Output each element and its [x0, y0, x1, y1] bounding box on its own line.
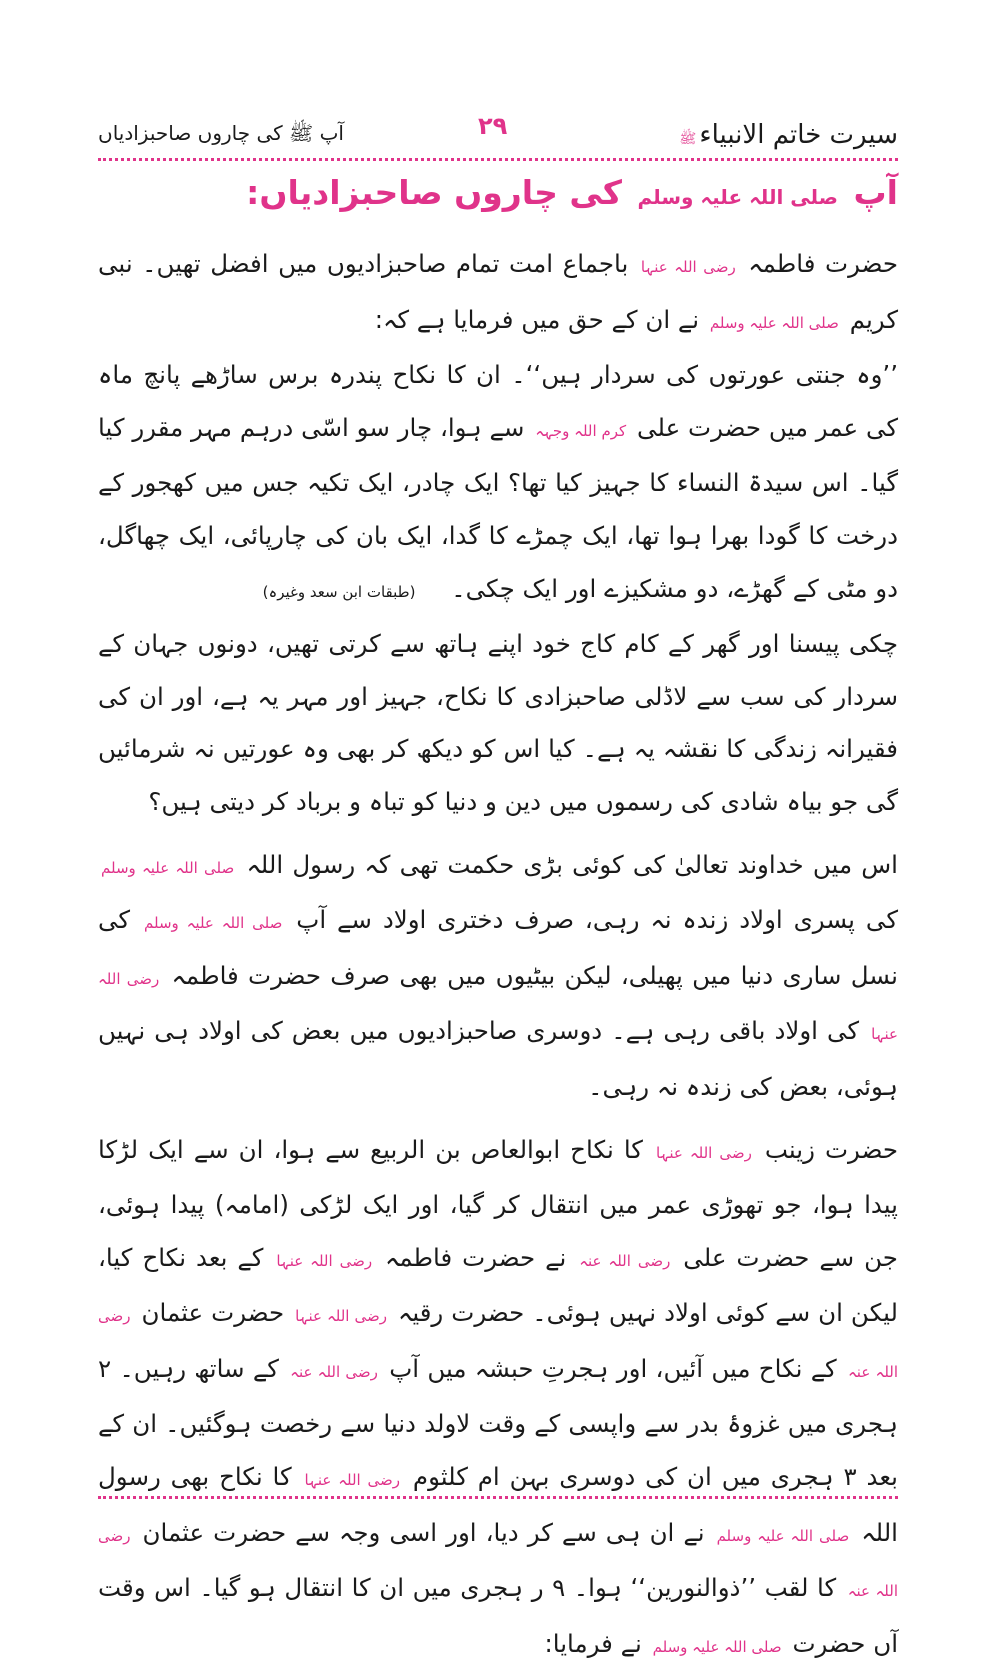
honorific-mark: رضی اللہ عنہ	[290, 1363, 378, 1381]
book-page	[98, 108, 898, 1508]
paragraph	[98, 618, 898, 828]
text-run: کا نکاح ابوالعاص بن الربیع سے ہوا، ان سے ایک لڑکا پیدا ہوا، جو تھوڑی عمر میں انتقال کر گیا، اور ایک لڑکی (امامہ) پیدا ہوئی، جن سے حضرت علی	[98, 1135, 898, 1272]
honorific-mark: صلی اللہ علیہ وسلم	[717, 1527, 850, 1545]
honorific-mark: صلی اللہ علیہ وسلم	[653, 1638, 782, 1656]
honorific-mark: رضی اللہ عنہ	[98, 1527, 898, 1601]
honorific-mark: صلی اللہ علیہ وسلم	[710, 314, 839, 332]
honorific-mark: صلی اللہ علیہ وسلم	[144, 914, 282, 932]
honorific-mark: رضی اللہ عنہا	[305, 1471, 401, 1489]
honorific-mark: رضی اللہ عنہا	[656, 1144, 752, 1162]
honorific-mark: رضی اللہ عنہا	[276, 1252, 372, 1270]
footer-divider	[98, 1496, 898, 1499]
honorific-mark: رضی اللہ عنہا	[98, 970, 898, 1044]
text-run: کا لقب ’’ذوالنورین‘‘ ہوا۔ ۹ ر ہجری میں ان کا انتقال ہو گیا۔ اس وقت آں حضرت	[98, 1573, 898, 1658]
section-heading	[98, 173, 898, 212]
body-text	[98, 238, 898, 1673]
heading-honorific: صلی اللہ علیہ وسلم	[637, 185, 838, 209]
text-run: کی پسری اولاد زندہ نہ رہی، صرف دختری اولاد سے آپ	[296, 905, 898, 934]
text-run: کے نکاح میں آئیں، اور ہجرتِ حبشہ میں آپ	[389, 1354, 837, 1383]
honorific-mark: رضی اللہ عنہا	[641, 258, 736, 276]
text-run: باجماع امت تمام صاحبزادیوں میں افضل تھیں۔ نبی کریم	[98, 249, 898, 334]
paragraph	[98, 238, 898, 349]
header-divider	[98, 158, 898, 161]
text-run: اس میں خداوند تعالیٰ کی کوئی بڑی حکمت تھی کہ رسول اللہ	[246, 850, 898, 879]
honorific-mark: کرم اللہ وجہہ	[535, 422, 626, 440]
heading-text-end: کی چاروں صاحبزادیاں:	[246, 173, 622, 212]
paragraph	[98, 1124, 898, 1673]
book-title-text: سیرت خاتم الانبیاء	[699, 120, 898, 150]
text-run: حضرت فاطمہ	[748, 249, 898, 278]
text-run: کے ساتھ رہیں۔ ۲ ہجری میں غزوۂ بدر سے واپسی کے وقت لاولد دنیا سے رخصت ہوگئیں۔ ان کے بعد ۳ ہجری میں ان کی دوسری بہن ام کلثوم	[98, 1354, 898, 1491]
text-run: کی نسل ساری دنیا میں پھیلی، لیکن بیٹیوں میں بھی صرف حضرت فاطمہ	[98, 905, 898, 990]
text-run: حضرت عثمان	[142, 1298, 285, 1327]
chapter-title: آپ ﷺ کی چاروں صاحبزادیاں	[98, 121, 344, 150]
text-run: نے فرمایا:	[545, 1629, 642, 1658]
text-run: نے ان کے حق میں فرمایا ہے کہ:	[375, 305, 699, 334]
paragraph	[98, 839, 898, 1114]
text-run: چکی پیسنا اور گھر کے کام کاج خود اپنے ہاتھ سے کرتی تھیں، دونوں جہان کے سردار کی سب سے لاڈلی صاحبزادی کا نکاح، جہیز اور مہر یہ ہے، اور ان کی فقیرانہ زندگی کا نقشہ یہ ہے۔ کیا اس کو دیکھ کر بھی وہ عورتیں نہ شرمائیں گی جو بیاہ شادی کی رسموں میں دین و دنیا کو تباہ و برباد کر دیتی ہیں؟	[98, 629, 898, 816]
page-number: ۲۹	[478, 112, 507, 140]
text-run: کی اولاد باقی رہی ہے۔ دوسری صاحبزادیوں میں بعض کی اولاد ہی نہیں ہوئی، بعض کی زندہ نہ رہی۔	[98, 1016, 898, 1101]
honorific-mark: صلی اللہ علیہ وسلم	[101, 859, 234, 877]
honorific-mark: ﷺ	[679, 131, 696, 147]
honorific-mark: رضی اللہ عنہ	[98, 1307, 898, 1381]
text-run: سے ہوا، چار سو اسّی درہم مہر مقرر کیا گیا۔ اس سیدۃ النساء کا جہیز کیا تھا؟ ایک چادر، ایک تکیہ جس میں کھجور کے درخت کا گودا بھرا ہوا تھا، ایک چمڑے کا گدا، ایک بان کی چارپائی، ایک چھاگل، دو مٹی کے گھڑے، دو مشکیزے اور ایک چکی۔	[98, 413, 898, 603]
text-run: کا نکاح بھی رسول اللہ	[98, 1462, 898, 1547]
text-run: ’’وہ جنتی عورتوں کی سردار ہیں‘‘۔ ان کا نکاح پندرہ برس ساڑھے پانچ ماہ کی عمر میں حضرت علی	[98, 360, 898, 442]
citation: (طبقات ابن سعد وغیرہ)	[263, 583, 416, 601]
paragraph	[98, 349, 898, 618]
text-run: نے ان ہی سے کر دیا، اور اسی وجہ سے حضرت عثمان	[143, 1518, 705, 1547]
text-run: حضرت زینب	[765, 1135, 898, 1164]
honorific-mark: رضی اللہ عنہا	[295, 1307, 387, 1325]
book-title	[676, 120, 898, 150]
text-run: کے بعد نکاح کیا، لیکن ان سے کوئی اولاد نہیں ہوئی۔ حضرت رقیہ	[98, 1243, 898, 1328]
heading-text-start: آپ	[854, 173, 898, 212]
text-run: نے حضرت فاطمہ	[385, 1243, 566, 1272]
honorific-mark: رضی اللہ عنہ	[579, 1252, 670, 1270]
